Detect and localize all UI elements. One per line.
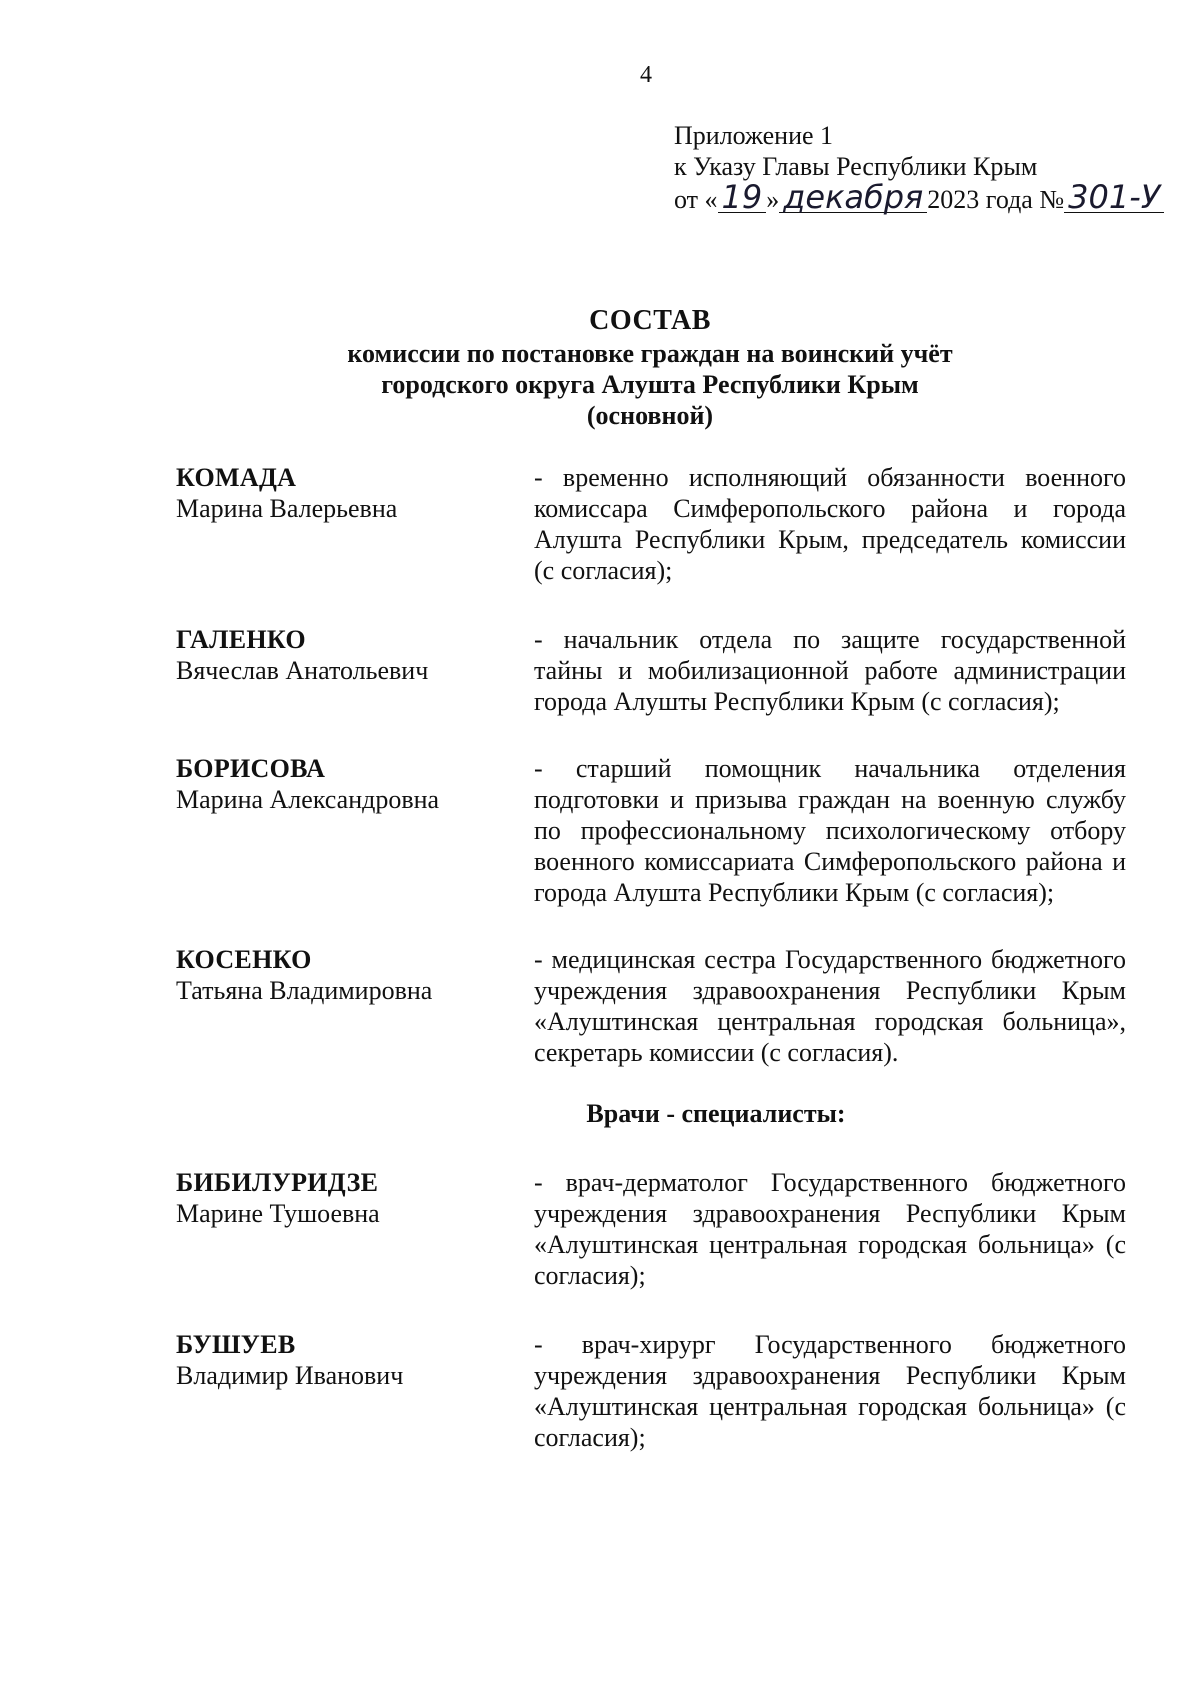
- document-subtitle-line2: городского округа Алушта Республики Крым: [381, 370, 919, 399]
- member-surname: КОМАДА: [176, 463, 297, 492]
- member-entry: [176, 462, 1126, 586]
- member-role: - старший помощник начальника отделения подготовки и призыва граждан на военную службу по профессиональному психологическому отбору военного комиссариата Симферопольского района и города Алушта Республики Крым (с согласия);: [534, 754, 1126, 907]
- appendix-title: Приложение 1: [674, 121, 834, 150]
- doctor-name: [176, 1167, 506, 1229]
- member-role: - временно исполняющий обязанности военного комиссара Симферопольского района и города Алушта Республики Крым, председатель комиссии (с согласия);: [534, 463, 1126, 585]
- member-role: - начальник отдела по защите государственной тайны и мобилизационной работе администрации города Алушты Республики Крым (с согласия);: [534, 625, 1126, 716]
- handwritten-day: 19: [718, 182, 767, 213]
- member-role: - медицинская сестра Государственного бюджетного учреждения здравоохранения Республики Крым «Алуштинская центральная городская больница», секретарь комиссии (с согласия).: [534, 945, 1126, 1067]
- date-separator: »: [766, 185, 780, 214]
- member-surname: ГАЛЕНКО: [176, 625, 306, 654]
- document-subtitle-line3: (основной): [586, 401, 714, 430]
- section-heading-doctors: Врачи - специалисты:: [586, 1099, 846, 1128]
- document-title-block: [0, 304, 1200, 431]
- doctor-surname: БИБИЛУРИДЗЕ: [176, 1168, 379, 1197]
- doctor-entry: [176, 1167, 1126, 1291]
- document-title: СОСТАВ: [589, 305, 711, 336]
- appendix-header: [674, 120, 1164, 215]
- member-name: [176, 753, 506, 815]
- member-given-names: Вячеслав Анатольевич: [176, 656, 429, 685]
- doctor-given-names: Владимир Иванович: [176, 1361, 404, 1390]
- commission-members: [176, 462, 1126, 1453]
- member-given-names: Татьяна Владимировна: [176, 976, 433, 1005]
- doctor-role: - врач-хирург Государственного бюджетного учреждения здравоохранения Республики Крым «Алуштинская центральная городская больница» (с согласия);: [534, 1330, 1126, 1452]
- date-prefix: от «: [674, 185, 718, 214]
- page-number: 4: [640, 62, 652, 88]
- member-entry: [176, 753, 1126, 908]
- member-surname: БОРИСОВА: [176, 754, 326, 783]
- doctor-given-names: Марине Тушоевна: [176, 1199, 380, 1228]
- member-given-names: Марина Александровна: [176, 785, 440, 814]
- member-name: [176, 624, 506, 686]
- appendix-date-line: [674, 178, 1164, 216]
- appendix-reference: к Указу Главы Республики Крым: [674, 152, 1038, 181]
- doctor-entry: [176, 1329, 1126, 1453]
- handwritten-number: 301-У: [1064, 182, 1164, 213]
- document-subtitle-line1: комиссии по постановке граждан на воинский учёт: [347, 339, 953, 368]
- member-name: [176, 944, 506, 1006]
- doctor-name: [176, 1329, 506, 1391]
- doctor-surname: БУШУЕВ: [176, 1330, 296, 1359]
- date-year-text: 2023 года №: [927, 185, 1065, 214]
- member-entry: [176, 944, 1126, 1068]
- handwritten-month: декабря: [779, 182, 927, 213]
- member-name: [176, 462, 506, 524]
- member-entry: [176, 624, 1126, 717]
- member-surname: КОСЕНКО: [176, 945, 312, 974]
- doctor-role: - врач-дерматолог Государственного бюджетного учреждения здравоохранения Республики Крым «Алуштинская центральная городская больница» (с согласия);: [534, 1168, 1126, 1290]
- member-given-names: Марина Валерьевна: [176, 494, 398, 523]
